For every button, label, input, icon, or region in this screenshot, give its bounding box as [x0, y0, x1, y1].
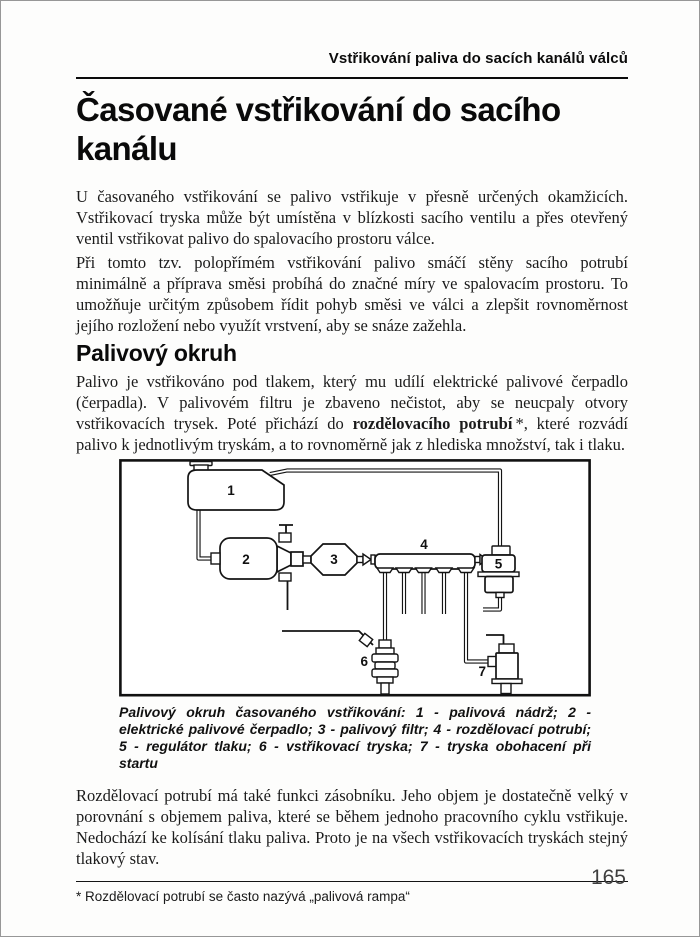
footnote	[76, 889, 628, 905]
figure-caption: Palivový okruh časovaného vstřikování: 1 - palivová nádrž; 2 - elektrické palivové čerpadlo; 3 - palivový filtr; 4 - rozdělovací potrubí; 5 - regulátor tlaku; 6 - vstřikovací tryska; 7 - tryska obohacení při startu	[119, 704, 591, 771]
paragraph-after-figure: Rozdělovací potrubí má také funkci zásobníku. Jeho objem je dostatečně velký v porovnání s objemem paliva, které se během jednoho pracovního cyklu vstřikuje. Nedochází ke kolísání tlaku paliva. Proto je na všech vstřikovacích tryskách stejný tlakový stav.	[76, 786, 628, 868]
label-rail: 4	[420, 537, 428, 552]
label-injector: 6	[360, 654, 368, 669]
paragraph-lead: Palivo je vstřikováno pod tlakem, který mu udílí elektrické palivové čerpadlo (čerpadla). V palivovém filtru je zbaveno nečistot, aby se neucpaly otvory vstřikovacích trysek. Poté přichází do	[76, 372, 628, 433]
footnote-marker: *	[76, 889, 82, 904]
paragraph-tail: , které rozvádí palivo k jednotlivým tryskám, a to rovnoměrně jak z hlediska množství, tak i tlaku.	[76, 414, 628, 454]
paragraph-fuel-circuit	[76, 371, 628, 455]
running-head: Vstřikování paliva do sacích kanálů válců	[328, 50, 628, 67]
section-heading: Palivový okruh	[76, 340, 237, 366]
fuel-pump-shape	[211, 533, 303, 581]
paragraph-intro-1: U časovaného vstřikování se palivo vstřikuje v přesně určených okamžicích. Vstřikovací tryska může být umístěna v blízkosti sacího ventilu a přes otevřený ventil vstřikovat palivo do spalovacího prostoru válce.	[76, 187, 628, 248]
paragraph-intro-2: Při tomto tzv. polopřímém vstřikování palivo smáčí stěny sacího potrubí minimálně a příprava směsi probíhá do značné míry ve spalovacím prostoru. To umožňuje určitým způsobem řídit pohyb směsi ve válci a zlepšit rovnoměrnost jejího rozložení nebo využít vrstvení, aby se snáze zažehla.	[76, 253, 628, 335]
page-number: 165	[590, 866, 626, 889]
label-tank: 1	[227, 483, 235, 498]
page-title: Časované vstřikování do sacího kanálu	[76, 91, 561, 167]
fuel-circuit-diagram	[119, 459, 591, 697]
fuel-rail-shape	[375, 554, 487, 573]
footnote-reference: *	[515, 414, 524, 433]
label-filter: 3	[330, 552, 338, 567]
footnote-rule	[76, 881, 628, 882]
bold-term: rozdělovacího potrubí	[352, 414, 513, 433]
footnote-text: Rozdělovací potrubí se často nazývá „palivová rampa“	[81, 889, 410, 904]
header-rule	[76, 77, 628, 79]
label-pump: 2	[242, 552, 250, 567]
figure-fuel-circuit	[119, 459, 591, 697]
label-cold-start: 7	[478, 664, 486, 679]
label-regulator: 5	[494, 556, 503, 572]
